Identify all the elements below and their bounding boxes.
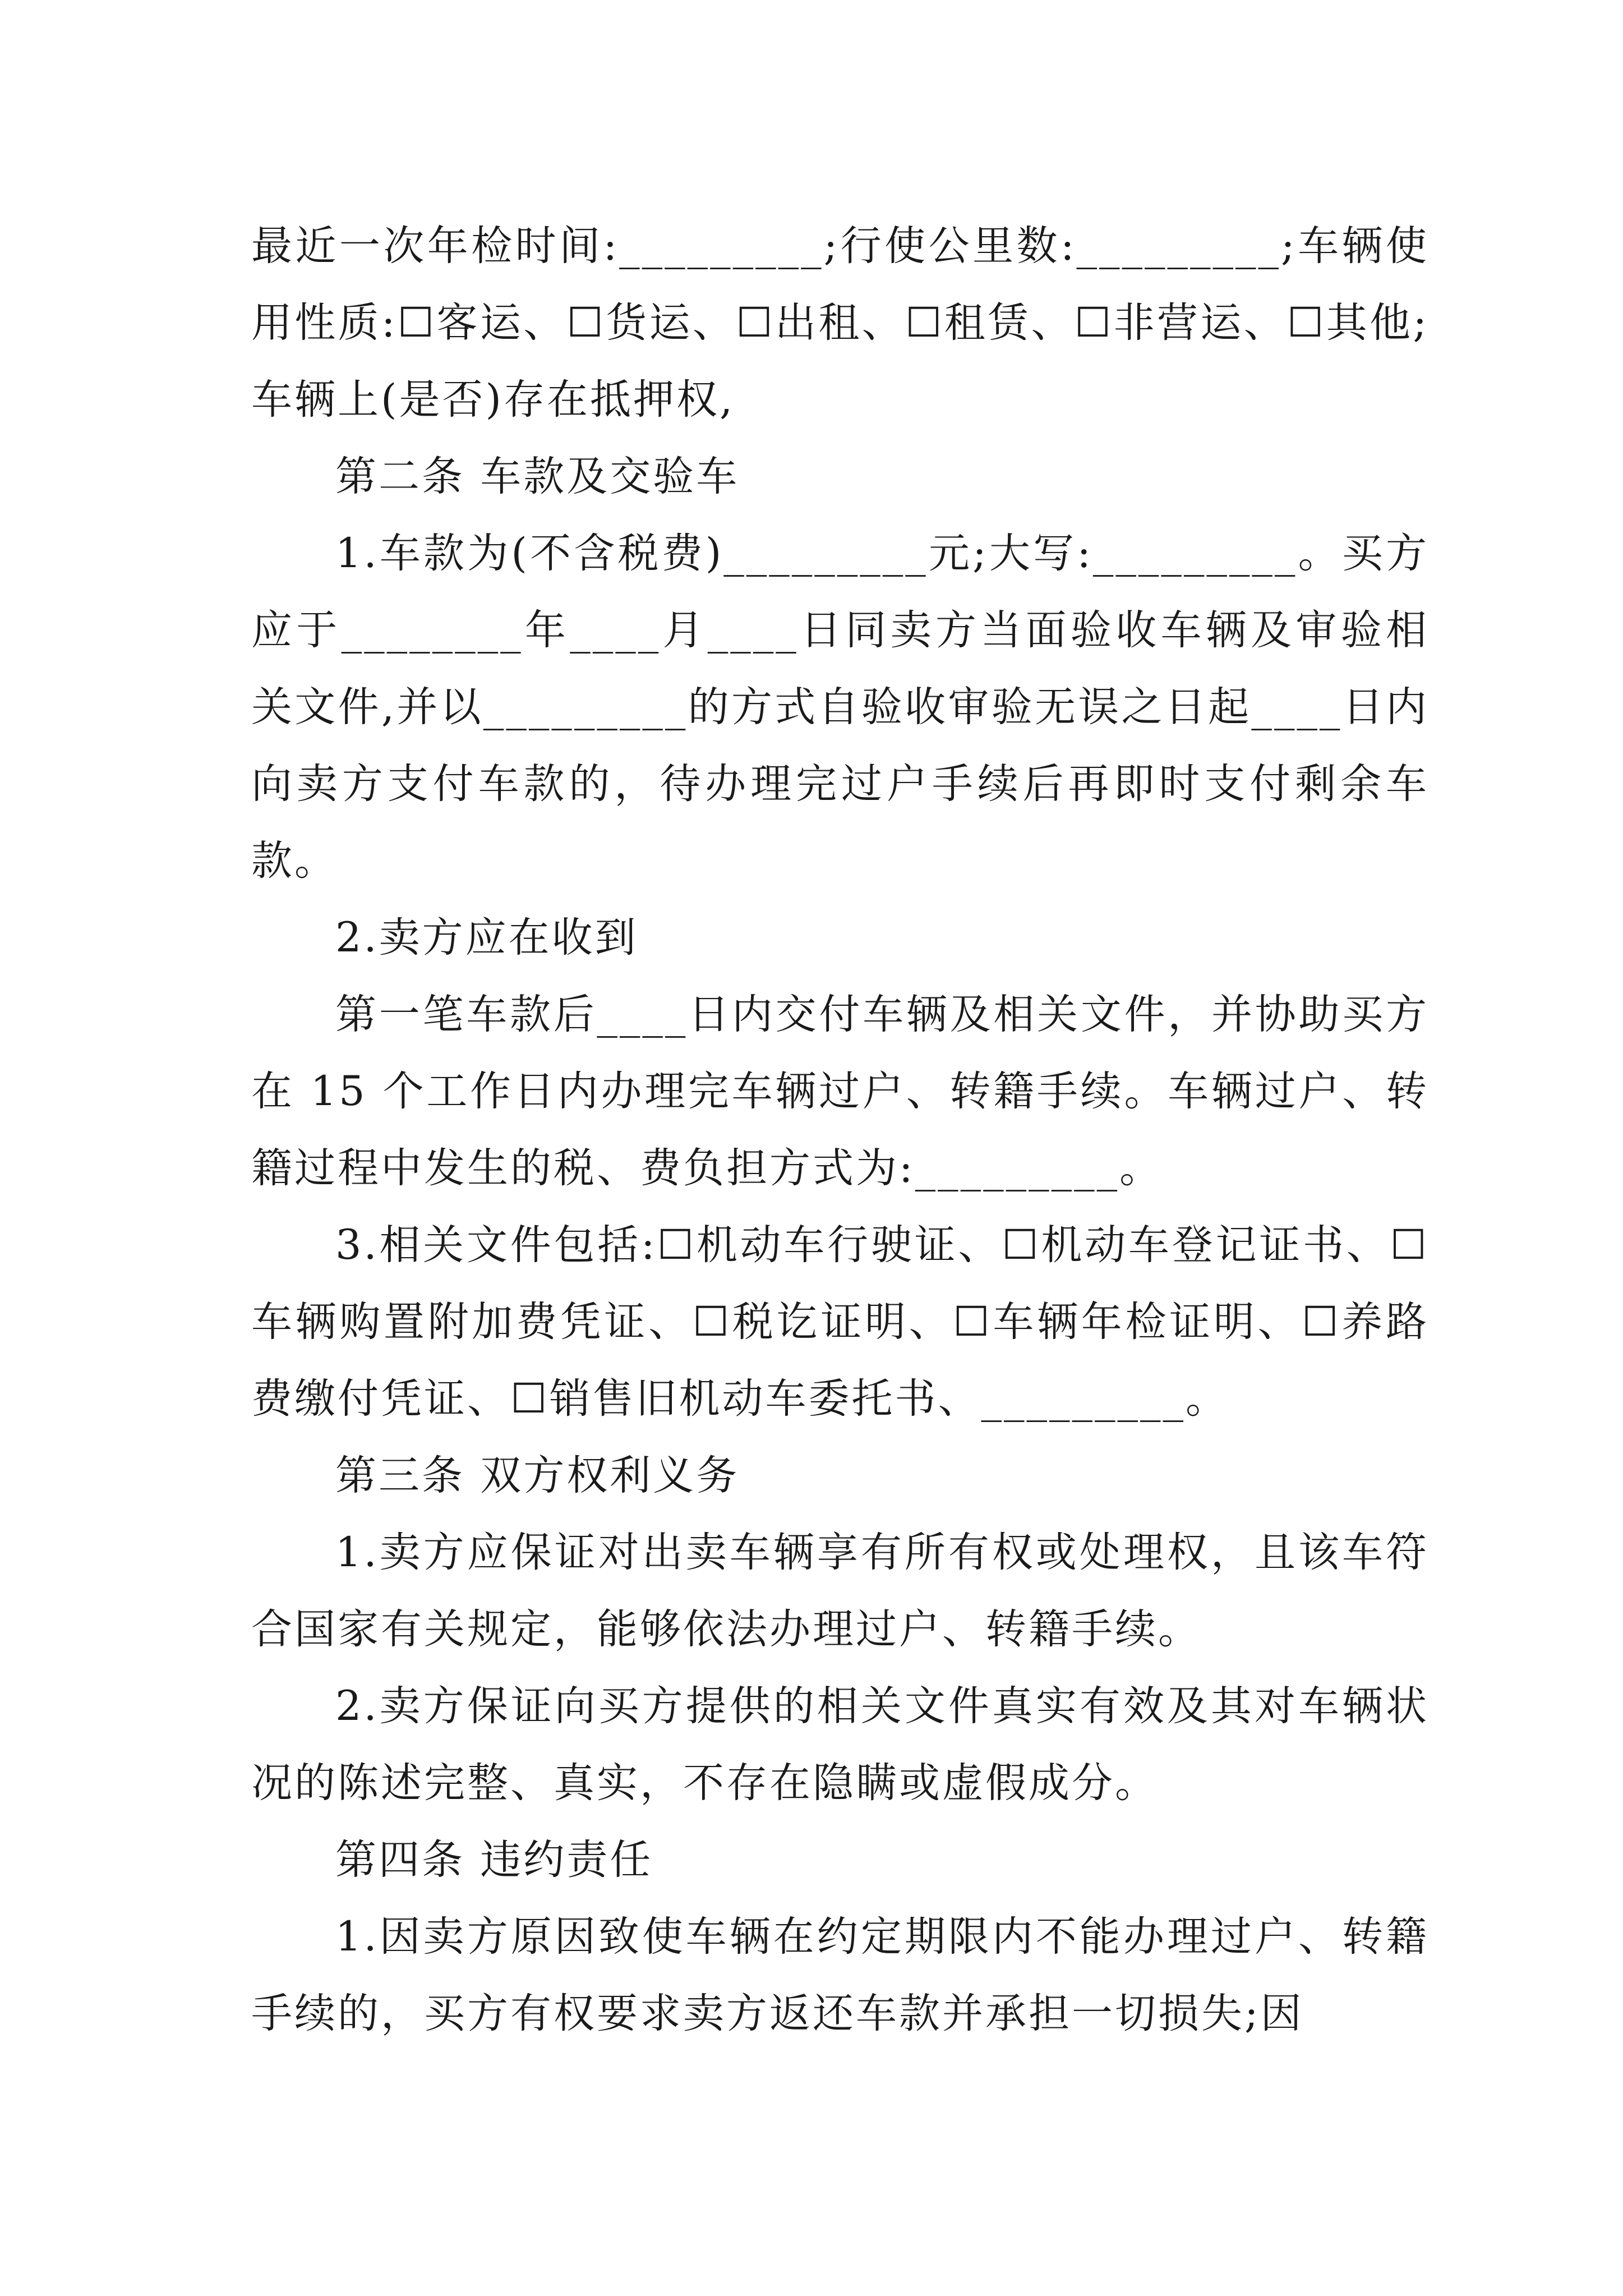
paragraph-ownership-guarantee: 1.卖方应保证对出卖车辆享有所有权或处理权，且该车符合国家有关规定，能够依法办理过户、转籍手续。 [251,1529,1429,1653]
article-3-heading: 第三条 双方权利义务 [335,1452,740,1499]
paragraph-related-documents: 3.相关文件包括:☐机动车行驶证、☐机动车登记证书、☐车辆购置附加费凭证、☐税讫证明、☐车辆年检证明、☐养路费缴付凭证、☐销售旧机动车委托书、_________。 [251,1221,1429,1423]
paragraph-liability: 1.因卖方原因致使车辆在约定期限内不能办理过户、转籍手续的，买方有权要求卖方返还车款并承担一切损失;因 [251,1913,1429,2037]
paragraph-document-authenticity: 2.卖方保证向买方提供的相关文件真实有效及其对车辆状况的陈述完整、真实，不存在隐瞒或虚假成分。 [251,1682,1429,1807]
article-2-heading: 第二条 车款及交验车 [335,453,740,500]
paragraph-delivery-transfer: 第一笔车款后____日内交付车辆及相关文件，并协助买方在 15 个工作日内办理完车辆过户、转籍手续。车辆过户、转籍过程中发生的税、费负担方式为:_________。 [251,991,1429,1192]
paragraph-seller-receipt: 2.卖方应在收到 [335,914,638,961]
paragraph-vehicle-info: 最近一次年检时间:_________;行使公里数:_________;车辆使用性质:☐客运、☐货运、☐出租、☐租赁、☐非营运、☐其他;车辆上(是否)存在抵押权, [251,222,1429,424]
article-4-heading: 第四条 违约责任 [335,1836,653,1884]
document-body [251,208,1429,2052]
paragraph-payment-terms: 1.车款为(不含税费)_________元;大写:_________。买方应于________年____月____日同卖方当面验收车辆及审验相关文件,并以_________的方式自验收审验无误之日起____日内向卖方支付车款的，待办理完过户手续后再即时支付剩余车款。 [251,530,1429,885]
